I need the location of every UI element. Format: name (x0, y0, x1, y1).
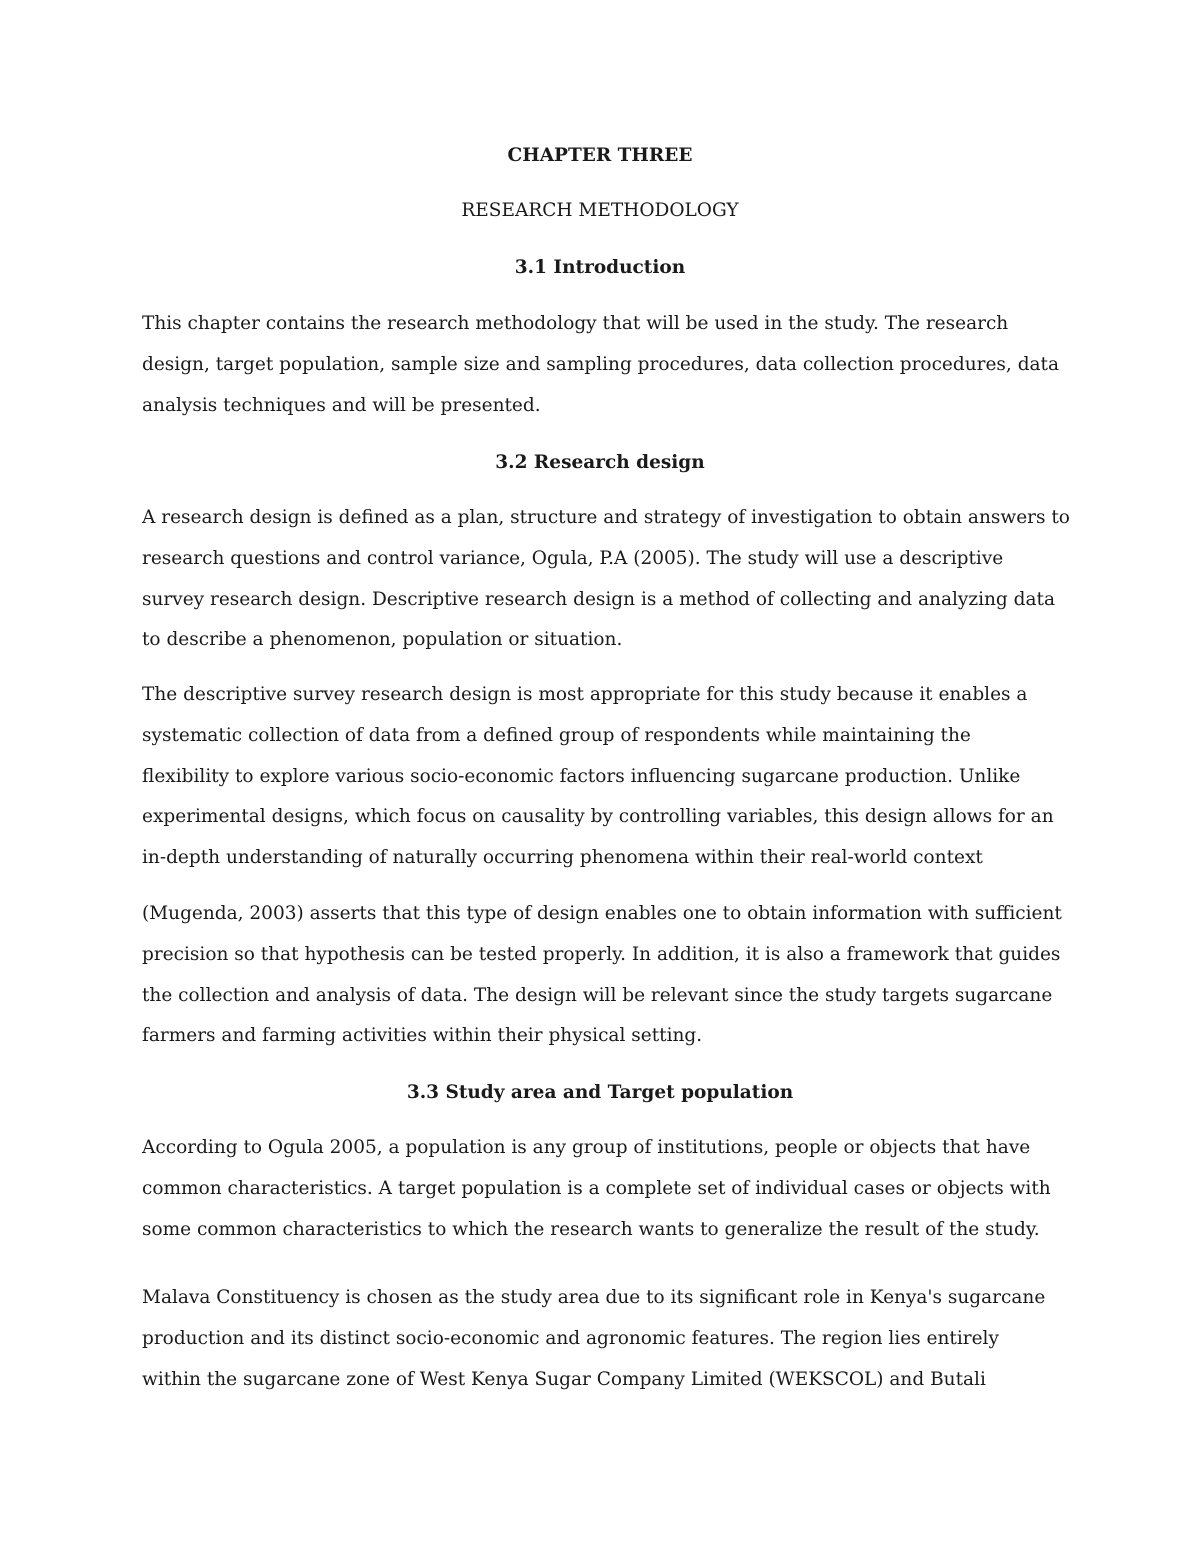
text-line: production and its distinct socio-economic and agronomic features. The region lies entirely (142, 1327, 999, 1349)
text-line: some common characteristics to which the research wants to generalize the result of the study. (142, 1218, 1040, 1240)
section-heading-research-design: 3.2 Research design (495, 452, 705, 473)
text-line: analysis techniques and will be presented. (142, 394, 541, 416)
text-line: precision so that hypothesis can be tested properly. In addition, it is also a framework that guides (142, 943, 1061, 965)
text-line: experimental designs, which focus on causality by controlling variables, this design allows for an (142, 806, 1054, 828)
text-line: common characteristics. A target population is a complete set of individual cases or objects with (142, 1177, 1051, 1199)
text-line: flexibility to explore various socio-economic factors influencing sugarcane production. Unlike (142, 765, 1021, 787)
text-line: (Mugenda, 2003) asserts that this type of design enables one to obtain information with sufficient (142, 903, 1062, 924)
text-line: survey research design. Descriptive research design is a method of collecting and analyzing data (142, 588, 1055, 610)
paragraph-research-design-definition (142, 498, 1082, 661)
text-line: to describe a phenomenon, population or situation. (142, 629, 623, 651)
chapter-subtitle: RESEARCH METHODOLOGY (461, 200, 739, 221)
text-line: design, target population, sample size and sampling procedures, data collection procedures, data (142, 353, 1060, 375)
text-line: A research design is defined as a plan, structure and strategy of investigation to obtain answers to (142, 507, 1070, 528)
paragraph-descriptive-survey (142, 675, 1082, 879)
text-line: The descriptive survey research design is most appropriate for this study because it enables a (142, 684, 1028, 705)
paragraph-target-population (142, 1128, 1082, 1250)
text-line: This chapter contains the research methodology that will be used in the study. The research (142, 313, 1009, 334)
text-line: within the sugarcane zone of West Kenya Sugar Company Limited (WEKSCOL) and Butali (142, 1368, 986, 1390)
section-heading-study-area: 3.3 Study area and Target population (406, 1082, 794, 1103)
paragraph-introduction (142, 304, 1082, 426)
text-line: research questions and control variance, Ogula, P.A (2005). The study will use a descriptive (142, 547, 1004, 569)
text-line: systematic collection of data from a defined group of respondents while maintaining the (142, 724, 971, 746)
chapter-title: CHAPTER THREE (507, 145, 693, 166)
text-line: According to Ogula 2005, a population is any group of institutions, people or objects that have (142, 1137, 1031, 1158)
text-line: in-depth understanding of naturally occurring phenomena within their real-world context (142, 847, 983, 869)
paragraph-mugenda (142, 894, 1082, 1057)
text-line: the collection and analysis of data. The design will be relevant since the study targets sugarcane (142, 984, 1053, 1006)
section-heading-introduction: 3.1 Introduction (514, 257, 686, 278)
text-line: Malava Constituency is chosen as the study area due to its significant role in Kenya's sugarcane (142, 1287, 1046, 1308)
text-line: farmers and farming activities within their physical setting. (142, 1025, 703, 1047)
paragraph-malava-constituency (142, 1278, 1082, 1400)
